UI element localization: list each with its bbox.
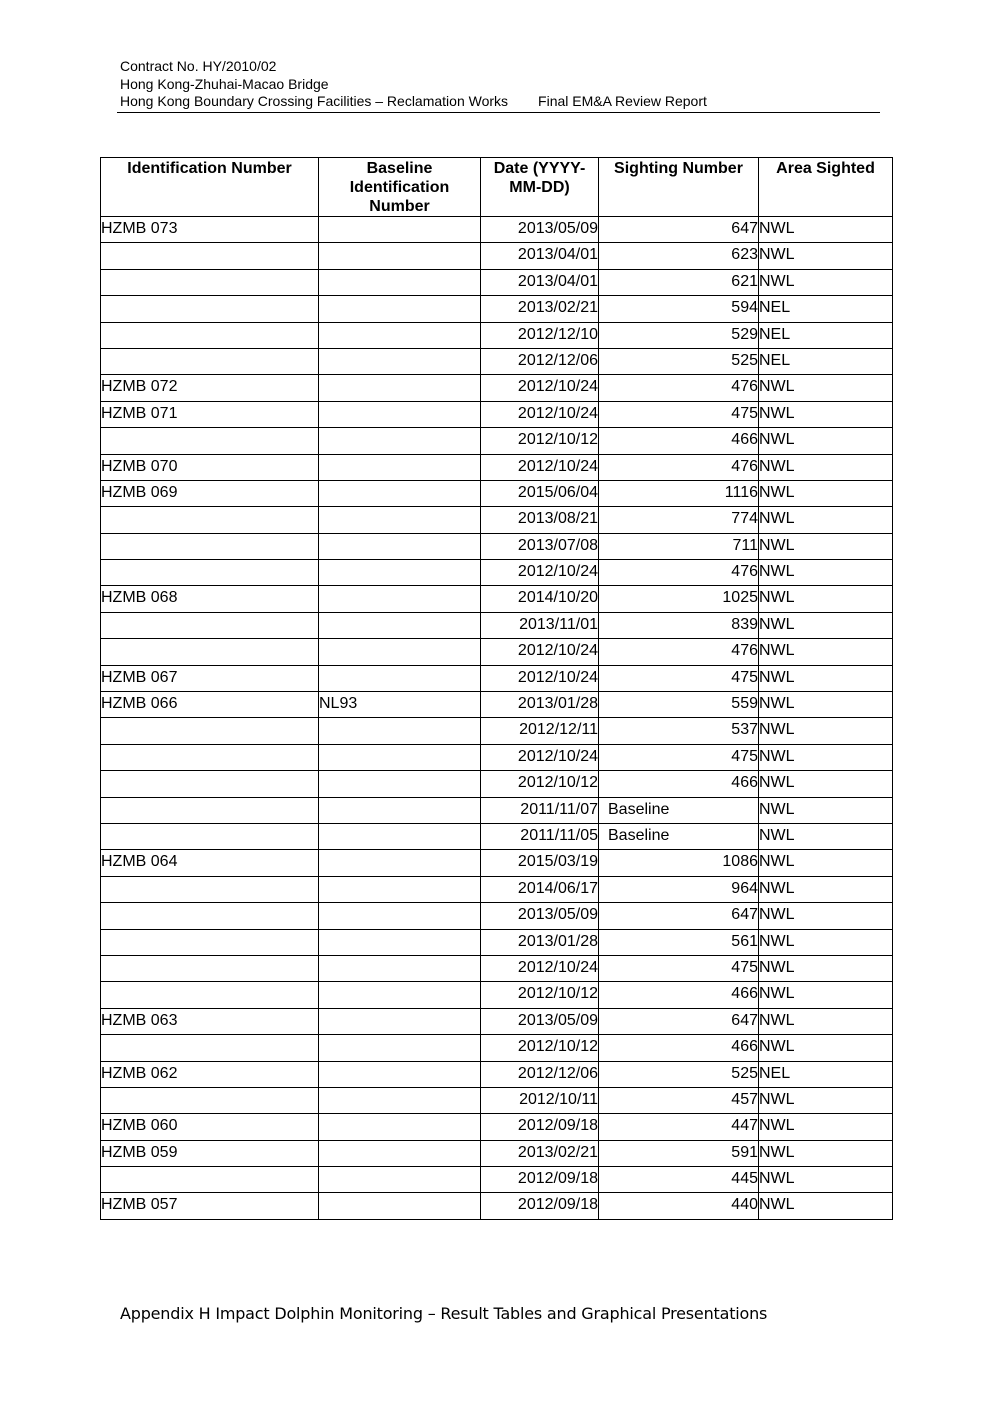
date-cell: 2012/10/12 [481,771,599,797]
table-row [101,955,893,981]
sighting-number-cell: 647 [599,903,759,929]
identification-number-cell [101,771,319,797]
identification-number-cell: HZMB 066 [101,692,319,718]
baseline-id-cell [319,1114,481,1140]
baseline-id-cell [319,929,481,955]
table-row [101,560,893,586]
area-sighted-cell: NWL [759,982,893,1008]
date-cell: 2012/10/24 [481,665,599,691]
header-line-3 [120,93,880,111]
identification-number-cell: HZMB 070 [101,454,319,480]
date-cell: 2012/10/11 [481,1087,599,1113]
identification-number-cell: HZMB 057 [101,1193,319,1219]
baseline-id-cell [319,533,481,559]
baseline-id-cell [319,560,481,586]
date-cell: 2012/09/18 [481,1167,599,1193]
sighting-number-cell: 621 [599,269,759,295]
table-row [101,1193,893,1219]
baseline-id-cell [319,903,481,929]
date-cell: 2012/10/12 [481,982,599,1008]
date-cell: 2013/01/28 [481,929,599,955]
date-cell: 2013/02/21 [481,1140,599,1166]
date-cell: 2013/07/08 [481,533,599,559]
identification-number-cell: HZMB 060 [101,1114,319,1140]
identification-number-cell: HZMB 072 [101,375,319,401]
identification-number-cell: HZMB 073 [101,217,319,243]
identification-number-cell [101,823,319,849]
identification-number-cell: HZMB 071 [101,401,319,427]
date-cell: 2011/11/07 [481,797,599,823]
table-row [101,1167,893,1193]
area-sighted-cell: NWL [759,401,893,427]
sighting-number-cell: 623 [599,243,759,269]
baseline-id-cell [319,744,481,770]
baseline-id-cell [319,1087,481,1113]
baseline-id-cell [319,375,481,401]
date-cell: 2013/11/01 [481,612,599,638]
sighting-number-cell: 964 [599,876,759,902]
area-sighted-cell: NWL [759,744,893,770]
identification-number-cell: HZMB 068 [101,586,319,612]
sighting-number-cell: 445 [599,1167,759,1193]
area-sighted-cell: NWL [759,665,893,691]
date-cell: 2012/10/24 [481,375,599,401]
date-cell: 2012/09/18 [481,1193,599,1219]
report-title: Final EM&A Review Report [538,93,707,109]
sighting-number-cell: 591 [599,1140,759,1166]
table-row [101,1035,893,1061]
baseline-id-cell [319,665,481,691]
date-cell: 2012/10/12 [481,428,599,454]
table-row [101,982,893,1008]
sighting-number-cell: 476 [599,454,759,480]
baseline-id-cell [319,771,481,797]
baseline-id-cell [319,507,481,533]
baseline-id-cell [319,982,481,1008]
area-sighted-cell: NWL [759,1008,893,1034]
sighting-number-cell: 525 [599,348,759,374]
date-cell: 2012/10/24 [481,401,599,427]
identification-number-cell [101,718,319,744]
area-sighted-cell: NWL [759,903,893,929]
sighting-number-cell: 594 [599,296,759,322]
sighting-number-cell: 440 [599,1193,759,1219]
identification-number-cell [101,348,319,374]
identification-number-cell [101,243,319,269]
date-cell: 2012/10/24 [481,560,599,586]
date-cell: 2012/10/24 [481,454,599,480]
area-sighted-cell: NWL [759,1035,893,1061]
baseline-id-cell [319,1061,481,1087]
baseline-id-cell [319,1008,481,1034]
area-sighted-cell: NWL [759,375,893,401]
table-row [101,348,893,374]
area-sighted-cell: NWL [759,586,893,612]
identification-number-cell: HZMB 063 [101,1008,319,1034]
area-sighted-cell: NWL [759,269,893,295]
page-header [120,58,880,111]
baseline-id-cell [319,955,481,981]
area-sighted-cell: NWL [759,929,893,955]
table-row [101,454,893,480]
area-sighted-cell: NEL [759,296,893,322]
baseline-id-cell [319,876,481,902]
identification-number-cell [101,507,319,533]
table-row [101,322,893,348]
sighting-number-cell: 559 [599,692,759,718]
area-sighted-cell: NWL [759,480,893,506]
date-cell: 2013/01/28 [481,692,599,718]
identification-number-cell [101,876,319,902]
sighting-number-cell: 529 [599,322,759,348]
baseline-id-cell [319,401,481,427]
area-sighted-cell: NWL [759,1087,893,1113]
date-cell: 2012/12/06 [481,1061,599,1087]
area-sighted-cell: NWL [759,823,893,849]
sighting-number-cell: 475 [599,744,759,770]
sighting-number-cell: 774 [599,507,759,533]
identification-number-cell [101,269,319,295]
date-cell: 2013/05/09 [481,903,599,929]
baseline-id-cell [319,718,481,744]
sighting-number-cell: Baseline [599,797,759,823]
column-header-area-sighted: Area Sighted [759,158,893,217]
sighting-number-cell: 839 [599,612,759,638]
table-row [101,375,893,401]
table-row [101,1114,893,1140]
area-sighted-cell: NWL [759,771,893,797]
table-row [101,1008,893,1034]
baseline-id-cell [319,243,481,269]
table-row [101,771,893,797]
date-cell: 2012/10/24 [481,955,599,981]
identification-number-cell [101,296,319,322]
table-row [101,586,893,612]
column-header-sighting-number: Sighting Number [599,158,759,217]
identification-number-cell [101,322,319,348]
identification-number-cell [101,1035,319,1061]
identification-number-cell [101,612,319,638]
identification-number-cell [101,1167,319,1193]
area-sighted-cell: NWL [759,955,893,981]
sighting-number-cell: 457 [599,1087,759,1113]
identification-number-cell: HZMB 062 [101,1061,319,1087]
baseline-id-cell [319,348,481,374]
identification-number-cell [101,982,319,1008]
table-body [101,217,893,1220]
baseline-id-cell [319,1140,481,1166]
baseline-id-cell: NL93 [319,692,481,718]
page-footer: Appendix H Impact Dolphin Monitoring – Result Tables and Graphical Presentations [120,1304,768,1323]
table-row [101,612,893,638]
table-row [101,692,893,718]
identification-number-cell [101,744,319,770]
area-sighted-cell: NWL [759,876,893,902]
sighting-number-cell: 561 [599,929,759,955]
area-sighted-cell: NWL [759,560,893,586]
date-cell: 2013/02/21 [481,296,599,322]
date-cell: 2011/11/05 [481,823,599,849]
area-sighted-cell: NWL [759,612,893,638]
identification-number-cell [101,955,319,981]
baseline-id-cell [319,850,481,876]
column-header-date: Date (YYYY-MM-DD) [481,158,599,217]
table-row [101,243,893,269]
baseline-id-cell [319,454,481,480]
area-sighted-cell: NEL [759,1061,893,1087]
sighting-number-cell: 711 [599,533,759,559]
table-row [101,507,893,533]
table-row [101,428,893,454]
area-sighted-cell: NWL [759,1193,893,1219]
identification-number-cell: HZMB 059 [101,1140,319,1166]
identification-number-cell: HZMB 064 [101,850,319,876]
column-header-identification-number: Identification Number [101,158,319,217]
identification-number-cell [101,533,319,559]
baseline-id-cell [319,217,481,243]
sighting-number-cell: 475 [599,665,759,691]
table-row [101,639,893,665]
table-row [101,929,893,955]
project-name: Hong Kong-Zhuhai-Macao Bridge [120,75,329,92]
identification-number-cell [101,560,319,586]
area-sighted-cell: NWL [759,850,893,876]
area-sighted-cell: NWL [759,1140,893,1166]
table-row [101,269,893,295]
baseline-id-cell [319,269,481,295]
area-sighted-cell: NWL [759,797,893,823]
identification-number-cell [101,1087,319,1113]
identification-number-cell [101,428,319,454]
sighting-table [100,157,893,1220]
identification-number-cell [101,639,319,665]
area-sighted-cell: NWL [759,718,893,744]
area-sighted-cell: NWL [759,639,893,665]
date-cell: 2012/09/18 [481,1114,599,1140]
sighting-number-cell: 466 [599,771,759,797]
date-cell: 2013/05/09 [481,217,599,243]
sighting-number-cell: 647 [599,217,759,243]
table-row [101,1140,893,1166]
baseline-id-cell [319,612,481,638]
baseline-id-cell [319,1167,481,1193]
date-cell: 2012/10/24 [481,744,599,770]
identification-number-cell: HZMB 069 [101,480,319,506]
table-row [101,744,893,770]
date-cell: 2012/12/11 [481,718,599,744]
date-cell: 2014/10/20 [481,586,599,612]
baseline-id-cell [319,480,481,506]
date-cell: 2013/04/01 [481,269,599,295]
table-row [101,797,893,823]
sighting-number-cell: 1025 [599,586,759,612]
table-row [101,480,893,506]
date-cell: 2012/12/10 [481,322,599,348]
sighting-number-cell: 647 [599,1008,759,1034]
sighting-number-cell: 476 [599,639,759,665]
area-sighted-cell: NEL [759,348,893,374]
area-sighted-cell: NWL [759,1167,893,1193]
date-cell: 2012/12/06 [481,348,599,374]
table-row [101,718,893,744]
area-sighted-cell: NWL [759,454,893,480]
identification-number-cell [101,929,319,955]
baseline-id-cell [319,1035,481,1061]
baseline-id-cell [319,823,481,849]
area-sighted-cell: NWL [759,533,893,559]
area-sighted-cell: NEL [759,322,893,348]
contract-number: Contract No. HY/2010/02 [120,58,277,74]
sighting-number-cell: 466 [599,1035,759,1061]
baseline-id-cell [319,797,481,823]
sighting-number-cell: 466 [599,982,759,1008]
identification-number-cell [101,903,319,929]
area-sighted-cell: NWL [759,507,893,533]
date-cell: 2015/06/04 [481,480,599,506]
date-cell: 2013/05/09 [481,1008,599,1034]
identification-number-cell [101,797,319,823]
date-cell: 2014/06/17 [481,876,599,902]
table-row [101,296,893,322]
sighting-number-cell: 475 [599,955,759,981]
area-sighted-cell: NWL [759,428,893,454]
table-row [101,217,893,243]
baseline-id-cell [319,586,481,612]
area-sighted-cell: NWL [759,692,893,718]
baseline-id-cell [319,639,481,665]
date-cell: 2013/04/01 [481,243,599,269]
column-header-baseline-identification-number: Baseline Identification Number [319,158,481,217]
sighting-number-cell: 476 [599,560,759,586]
table-header-row [101,158,893,217]
identification-number-cell: HZMB 067 [101,665,319,691]
table-row [101,665,893,691]
table-row [101,903,893,929]
facility-name: Hong Kong Boundary Crossing Facilities – Reclamation Works [120,93,509,109]
sighting-number-cell: Baseline [599,823,759,849]
sighting-number-cell: 475 [599,401,759,427]
table-row [101,401,893,427]
area-sighted-cell: NWL [759,243,893,269]
sighting-number-cell: 447 [599,1114,759,1140]
sighting-number-cell: 1116 [599,480,759,506]
baseline-id-cell [319,1193,481,1219]
table-row [101,1061,893,1087]
baseline-id-cell [319,296,481,322]
table-row [101,533,893,559]
date-cell: 2015/03/19 [481,850,599,876]
sighting-number-cell: 525 [599,1061,759,1087]
sighting-number-cell: 1086 [599,850,759,876]
baseline-id-cell [319,428,481,454]
sighting-number-cell: 476 [599,375,759,401]
table-row [101,850,893,876]
header-divider [117,112,880,113]
table-row [101,1087,893,1113]
table-row [101,876,893,902]
baseline-id-cell [319,322,481,348]
date-cell: 2012/10/12 [481,1035,599,1061]
area-sighted-cell: NWL [759,217,893,243]
area-sighted-cell: NWL [759,1114,893,1140]
date-cell: 2013/08/21 [481,507,599,533]
table-row [101,823,893,849]
date-cell: 2012/10/24 [481,639,599,665]
sighting-number-cell: 466 [599,428,759,454]
sighting-number-cell: 537 [599,718,759,744]
